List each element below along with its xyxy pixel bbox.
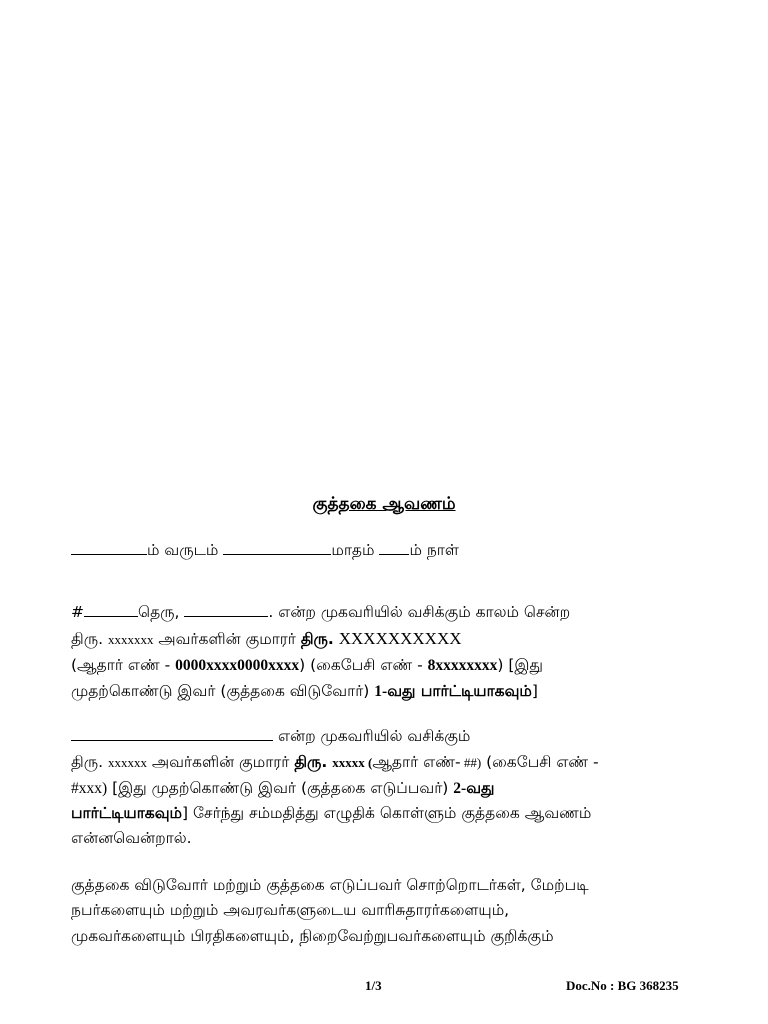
party2-title: திரு. [294,753,328,771]
party1-name: XXXXXXXXXX [338,629,462,648]
street-label: தெரு, [138,603,180,621]
party2-name: xxxxx ( [332,755,373,770]
party1-end: ] [531,682,538,700]
party2-aadhaar-value: ##) [460,755,482,770]
party1-tail: ) [இது [497,656,543,674]
party2-line4 [71,801,691,825]
party1-line2 [71,627,691,652]
day-suffix: ம் நாள் [409,541,459,559]
party2-father-name: xxxxxx [107,755,147,770]
party1-role: வது பார்ட்டியாகவும் [387,682,532,700]
party2-agreement-text: ] சேர்ந்து சம்மதித்து எழுதிக் கொள்ளும் குத்தகை ஆவணம் [182,804,592,822]
party2-phone-label: (கைபேசி எண் - [481,753,599,771]
party1-line3 [71,653,691,678]
party2-role-part2: பார்ட்டியாகவும் [71,804,183,822]
door-number-blank [84,602,138,617]
party2-address-text: என்ற முகவரியில் வசிக்கும் [277,727,471,745]
party2-line2 [71,750,691,775]
party2-relation: அவர்களின் குமாரர் [151,753,290,771]
party1-father-name: xxxxxxx [107,632,154,647]
party1-address-text: . என்ற முகவரியில் வசிக்கும் காலம் சென்ற [268,603,571,621]
party2-number: 2- [453,780,467,797]
date-line [71,538,691,562]
party2-prefix: திரு. [71,753,103,771]
month-suffix: மாதம் [331,541,375,559]
party1-phone-label: ) (கைபேசி எண் - [299,656,423,674]
paragraph3-line3: முகவர்களையும் பிரதிகளையும், நிறைவேற்றுபவர்களையும் குறிக்கும் [71,927,554,945]
party1-aadhaar-label: (ஆதார் எண் - [71,656,171,674]
party1-number: 1- [374,683,388,700]
party1-line4 [71,679,691,704]
party2-line1 [71,724,691,748]
party1-relation: அவர்களின் குமாரர் [158,630,296,648]
party1-role-text: முதற்கொண்டு இவர் (குத்தகை விடுவோர்) [71,682,370,700]
document-number: Doc.No : BG 368235 [566,978,679,993]
paragraph3-line1: குத்தகை விடுவோர் மற்றும் குத்தகை எடுப்பவர் சொற்றொடர்கள், மேற்படி [71,876,589,894]
party1-line1 [71,600,691,624]
party1-phone-value: 8xxxxxxxx [427,657,498,674]
street-blank [184,602,268,617]
party2-role-part1: வது [466,779,495,797]
year-blank [71,540,147,555]
document-title: குத்தகை ஆவணம் [312,494,456,514]
page-number: 1/3 [365,978,382,993]
party1-prefix: திரு. [71,630,103,648]
party1-title: திரு. [300,630,334,648]
year-suffix: ம் வருடம் [147,541,219,559]
party2-phone-value: #xxx) [71,780,108,797]
hash-mark: # [71,603,84,621]
paragraph3-line2: நபர்களையும் மற்றும் அவரவர்களுடைய வாரிசுதாரர்களையும், [71,901,510,919]
party2-address-blank [71,726,273,741]
month-blank [223,540,331,555]
party2-line3 [71,776,691,801]
party2-closing: என்னவென்றால். [71,829,192,847]
party2-aadhaar-label: ஆதார் எண்- [372,753,461,771]
party1-aadhaar-value: 0000xxxx0000xxxx [175,657,300,674]
day-blank [379,540,409,555]
party2-line5 [71,826,691,850]
party2-role-text: [இது முதற்கொண்டு இவர் (குத்தகை எடுப்பவர்) [107,779,449,797]
